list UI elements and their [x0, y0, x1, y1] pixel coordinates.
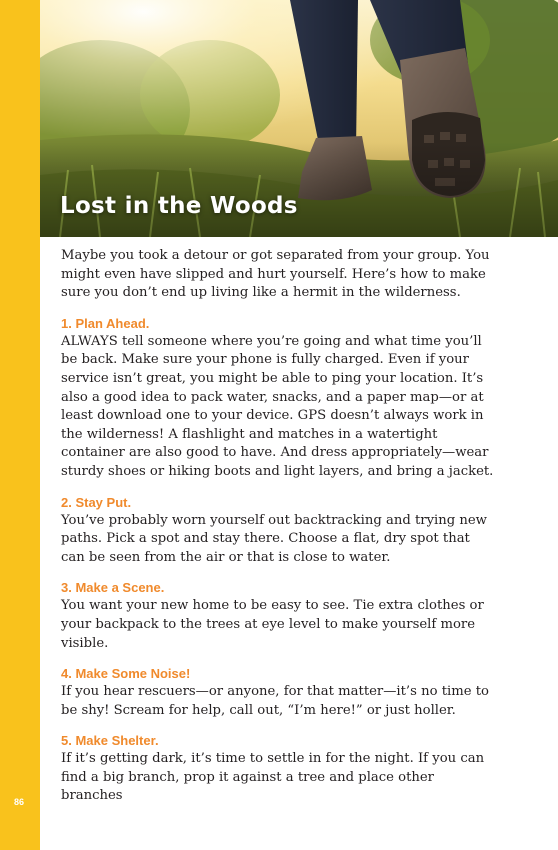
article-body [61, 247, 497, 818]
section-stay-put [61, 494, 497, 568]
section-body: If it’s getting dark, it’s time to settle in for the night. If you can find a big branch, prop it against a tree and place other branches [61, 751, 485, 804]
section-body: ALWAYS tell someone where you’re going and what time you’ll be back. Make sure your phone is fully charged. Even if your service isn’t great, you might be able to ping your location. It’s also a good idea to pack water, snacks, and a paper map—or at least download one to your device. GPS doesn’t always work in the wilderness! A flashlight and matches in a watertight container are also good to have. And dress appropriately—wear sturdy shoes or hiking boots and light layers, and bring a jacket. [61, 333, 494, 479]
section-make-shelter [61, 732, 497, 806]
section-make-some-noise [61, 665, 497, 720]
page-number: 86 [14, 797, 25, 807]
intro-paragraph: Maybe you took a detour or got separated from your group. You might even have slipped and hurt yourself. Here’s how to make sure you don’t end up living like a hermit in the wilderness. [61, 248, 490, 301]
section-heading: 5. Make Shelter. [61, 733, 159, 749]
section-heading: 4. Make Some Noise! [61, 666, 191, 682]
yellow-sidebar [0, 0, 40, 850]
section-heading: 1. Plan Ahead. [61, 315, 150, 331]
section-make-a-scene [61, 579, 497, 653]
section-heading: 2. Stay Put. [61, 494, 132, 510]
section-plan-ahead [61, 315, 497, 482]
section-body: If you hear rescuers—or anyone, for that matter—it’s no time to be shy! Scream for help, call out, “I’m here!” or just holler. [61, 684, 489, 718]
page-title: Lost in the Woods [60, 193, 298, 219]
section-body: You’ve probably worn yourself out backtracking and trying new paths. Pick a spot and stay there. Choose a flat, dry spot that can be seen from the air or that is close to water. [61, 512, 487, 565]
section-heading: 3. Make a Scene. [61, 580, 165, 596]
hero-image [40, 0, 558, 237]
section-body: You want your new home to be easy to see. Tie extra clothes or your backpack to the trees at eye level to make yourself more visible. [61, 598, 484, 651]
